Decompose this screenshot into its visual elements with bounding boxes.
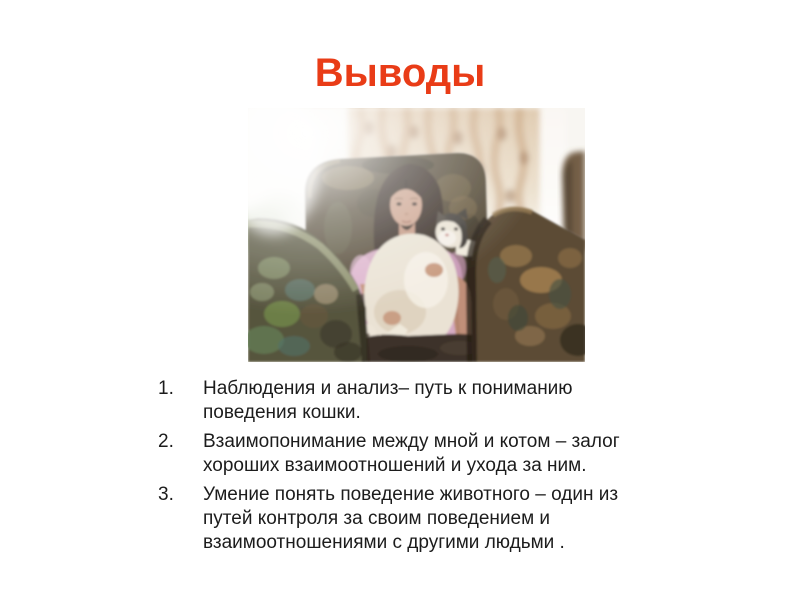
photo-glare <box>248 108 585 362</box>
page-title: Выводы <box>314 51 486 95</box>
list-item-text: Взаимопонимание между мной и котом – залог хороших взаимоотношений и ухода за ним. <box>203 431 620 476</box>
photo-illustration <box>248 108 585 362</box>
list-item <box>158 483 663 555</box>
list-item-text: Наблюдения и анализ– путь к пониманию поведения кошки. <box>203 378 573 423</box>
list-item-text: Умение понять поведение животного – один из путей контроля за своим поведением и взаимоотношениями с другими людьми . <box>203 484 619 553</box>
conclusions-list <box>158 377 663 560</box>
list-item <box>158 430 663 478</box>
girl-with-cat-photo <box>248 108 585 362</box>
list-item-number: 1. <box>158 378 174 399</box>
list-item-number: 2. <box>158 431 174 452</box>
list-item <box>158 377 663 425</box>
list-item-number: 3. <box>158 484 174 505</box>
